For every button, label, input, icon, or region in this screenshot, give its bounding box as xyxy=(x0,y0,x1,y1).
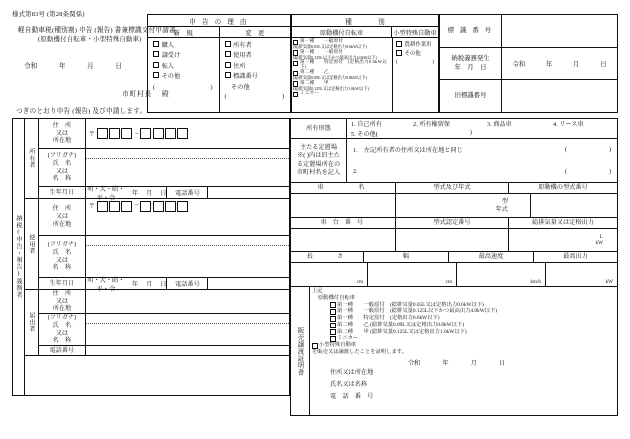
length-unit: cm xyxy=(356,279,363,285)
category-moped-item-spec: (総排気量0.125L以下かつ最高出力4.0kW以下) xyxy=(293,54,378,60)
zip-digit-box[interactable] xyxy=(97,128,108,139)
reason-new-column xyxy=(148,38,220,112)
reason-subheaders xyxy=(148,27,290,38)
owner-dob-value[interactable] xyxy=(86,185,168,202)
checkbox-icon[interactable] xyxy=(330,323,336,329)
checkbox-icon[interactable] xyxy=(330,309,336,315)
garage-label: 主たる定置場 ※( )内は旧主た る定置場所在の 市町村名を記入 xyxy=(291,139,347,182)
vehicle-block xyxy=(290,118,618,416)
length-label: 長 さ xyxy=(291,252,364,262)
paren-close: ) xyxy=(210,83,213,91)
zip-digit-box[interactable] xyxy=(165,128,176,139)
zip-digit-box[interactable] xyxy=(109,128,120,139)
certificate-small-special-label: 小型特殊自動車 xyxy=(318,342,357,349)
owner-dob-row xyxy=(39,185,289,202)
garage-row xyxy=(290,139,618,183)
user-fields xyxy=(39,199,289,293)
zip-digit-box[interactable] xyxy=(109,201,120,212)
category-moped-item-6[interactable] xyxy=(293,91,392,97)
submitter-name-input[interactable] xyxy=(86,324,289,345)
day-unit: 日 xyxy=(600,61,607,68)
category-moped-item-name: 第一種 一般原付 xyxy=(299,48,344,54)
owner-address-label: 住 所 又は 所在地 xyxy=(39,119,86,148)
reason-title: 申 告 の 理 由 xyxy=(148,15,290,27)
zip-digit-box[interactable] xyxy=(140,201,151,212)
old-plate-number-value[interactable] xyxy=(502,80,617,112)
owner-spine-label: 所有者 xyxy=(25,119,39,198)
notes-area[interactable] xyxy=(25,356,289,395)
main-table xyxy=(12,118,618,416)
power-unit: kW xyxy=(605,279,613,285)
model-year-value[interactable] xyxy=(396,194,531,217)
certificate-item-label: 第二種 乙 (総排気量0.09L又は定格出力0.8kW以下) xyxy=(336,321,464,328)
category-moped-item-spec: (総排気量0.09L又は定格出力0.8kW以下) xyxy=(293,75,367,81)
displacement-value[interactable] xyxy=(509,229,617,251)
paren-close: ) xyxy=(608,146,611,154)
reason-change-item-label: 所有者 xyxy=(233,42,252,49)
user-zip-entry[interactable] xyxy=(86,199,289,237)
checkbox-icon[interactable] xyxy=(153,51,159,57)
certificate-signature-address: 住所又は所在地 xyxy=(330,368,374,376)
checkbox-icon[interactable] xyxy=(225,51,231,57)
user-name-label: (フリガナ) 氏 名 又は 名 称 xyxy=(39,236,86,277)
owner-fields xyxy=(39,119,289,202)
garage-option-2[interactable]: 2. xyxy=(353,167,358,175)
reason-new-item-label: その他 xyxy=(161,73,181,81)
paren-open: ( xyxy=(565,146,568,154)
reason-change-item-label: 使用者 xyxy=(233,52,252,60)
certificate-above-label: 上記 xyxy=(312,288,323,294)
zip-digit-box[interactable] xyxy=(153,128,164,139)
certificate-item-label: 第二種 甲 (総排気量0.125L又は定格出力1.0kW以下) xyxy=(336,328,467,335)
garage-options[interactable] xyxy=(347,139,617,182)
category-moped-item-name: 第一種 一般原付 xyxy=(299,38,344,43)
owner-name-input[interactable] xyxy=(86,159,289,186)
submitter-phone-label: 電話番号 xyxy=(39,346,86,355)
taxpayer-block xyxy=(12,118,290,396)
max-power-value[interactable] xyxy=(546,263,617,286)
paren-close: ) xyxy=(281,92,284,100)
certificate-item-6[interactable] xyxy=(312,335,617,342)
reason-new-item-purchase[interactable] xyxy=(153,40,219,49)
submitter-section xyxy=(25,290,289,356)
owner-name-label: (フリガナ) 氏 名 又は 名 称 xyxy=(39,149,86,186)
old-plate-number-row xyxy=(440,80,617,112)
submitter-address-label: 住 所 又は 所在地 xyxy=(39,290,86,313)
speed-unit: km/h xyxy=(530,279,541,285)
year-sub-label: 年式 xyxy=(495,205,508,213)
max-speed-value[interactable] xyxy=(457,263,546,286)
certificate-item-3[interactable] xyxy=(312,315,617,322)
zip-digit-box[interactable] xyxy=(165,201,176,212)
vehicle-name-header-row xyxy=(290,183,618,194)
category-small-special-item-label: 農耕作業用 xyxy=(404,42,432,48)
paren-open: ( xyxy=(565,167,568,175)
ownership-options[interactable] xyxy=(347,119,617,138)
ownership-row xyxy=(290,118,618,139)
checkbox-icon[interactable] xyxy=(293,61,298,66)
zip-dash: − xyxy=(134,129,139,138)
tax-liability-label-line2: 年 月 日 xyxy=(454,63,487,71)
category-box xyxy=(291,14,439,113)
certificate-spine-label: 販売譲渡証明書 xyxy=(291,287,310,415)
paren-close: ) xyxy=(432,59,434,66)
vehicle-name-value[interactable] xyxy=(291,194,396,217)
owner-section xyxy=(25,119,289,202)
checkbox-icon[interactable] xyxy=(153,62,159,68)
certificate-item-label: 第一種 一般原付 (総排気量0.125L以下かつ最高出力4.0kW以下) xyxy=(336,308,498,315)
zip-dash: − xyxy=(134,201,139,209)
day-unit: 日 xyxy=(160,281,167,288)
reason-change-header: 変 更 xyxy=(245,29,265,37)
ownership-options-row1[interactable] xyxy=(347,119,617,128)
user-name-value[interactable] xyxy=(86,236,289,277)
taxpayer-sections xyxy=(25,119,289,395)
ownership-option-1[interactable]: 1. 自己所有 xyxy=(351,121,382,128)
category-moped-item-name: 第二種 乙 xyxy=(299,69,329,75)
certificate-date-row[interactable] xyxy=(312,358,617,367)
zip-digit-box[interactable] xyxy=(97,201,108,212)
owner-furigana-value[interactable] xyxy=(86,149,289,159)
chassis-value[interactable] xyxy=(291,229,396,251)
certificate-row xyxy=(290,287,618,416)
year-unit: 年 xyxy=(131,281,139,288)
width-label: 幅 xyxy=(364,252,449,262)
garage-option-1-paren[interactable] xyxy=(565,146,617,153)
category-body xyxy=(292,38,438,112)
chassis-label: 車 台 番 号 xyxy=(291,218,396,228)
reason-change-item-owner[interactable] xyxy=(225,40,291,49)
day-unit: 日 xyxy=(160,190,167,197)
zip-digit-box[interactable] xyxy=(121,201,132,212)
model-year-label: 型式及び年式 xyxy=(396,183,509,193)
user-address-row xyxy=(39,199,289,236)
user-name-input[interactable] xyxy=(86,246,289,277)
max-power-label: 最高出力 xyxy=(563,253,588,261)
engine-model-value[interactable] xyxy=(531,194,617,217)
max-speed-label: 最高速度 xyxy=(449,252,534,262)
certificate-signature-phone: 電 話 番 号 xyxy=(330,393,374,401)
checkbox-icon[interactable] xyxy=(225,72,231,78)
category-small-special-header: 小型特殊自動車 xyxy=(393,29,437,37)
checkbox-icon[interactable] xyxy=(225,62,231,68)
user-dob-row xyxy=(39,276,289,293)
category-title: 種 別 xyxy=(292,15,438,27)
owner-address-value[interactable] xyxy=(86,119,289,148)
submitter-spine-label: 届出者 xyxy=(25,290,39,355)
mayor-label: 市町村長 xyxy=(122,91,153,98)
category-moped-header: 原動機付自転車 xyxy=(292,27,392,37)
checkbox-icon[interactable] xyxy=(330,329,336,335)
garage-option-2-row[interactable] xyxy=(347,161,617,183)
reason-new-item-label: 譲受け xyxy=(161,52,181,60)
reason-new-item-label: 購入 xyxy=(161,42,174,49)
owner-name-value[interactable] xyxy=(86,149,289,186)
owner-dob-eras: 明・大・昭・平・令 xyxy=(87,185,125,202)
submission-date-line xyxy=(24,60,142,70)
checkbox-icon[interactable] xyxy=(312,343,318,349)
certificate-item-4[interactable] xyxy=(312,322,617,329)
plate-number-row xyxy=(440,15,617,48)
category-moped-item-spec: (総排気量0.05L又は定格出力0.6kW以下) xyxy=(293,43,367,49)
user-furigana-value[interactable] xyxy=(86,236,289,246)
ownership-option-3[interactable]: 3. 商品車 xyxy=(487,121,512,128)
tax-liability-date-value[interactable] xyxy=(502,48,617,80)
chassis-value-row xyxy=(290,229,618,252)
paren-open: ( xyxy=(153,83,156,91)
submitter-furigana-value[interactable] xyxy=(86,314,289,324)
year-unit: 年 xyxy=(58,63,66,70)
day-unit: 日 xyxy=(498,359,505,367)
month-unit: 月 xyxy=(573,61,580,68)
owner-name-row xyxy=(39,149,289,187)
category-moped-item-spec: (総排気量0.125L又は定格出力1.0kW以下) xyxy=(293,85,369,91)
checkbox-icon[interactable] xyxy=(330,302,336,308)
checkbox-icon[interactable] xyxy=(330,316,336,322)
submitter-phone-row xyxy=(39,346,289,355)
reason-new-item-transfer[interactable] xyxy=(153,50,219,59)
reason-change-column xyxy=(220,38,291,112)
old-plate-number-label: 旧標識番号 xyxy=(440,80,502,112)
zip-digit-box[interactable] xyxy=(121,128,132,139)
paren-close: ) xyxy=(469,129,472,136)
era-label: 令和 xyxy=(408,359,421,367)
user-phone-value[interactable] xyxy=(208,278,289,289)
model-sub-label: 型 xyxy=(501,198,508,206)
chassis-header-row xyxy=(290,218,618,229)
submitter-address-value[interactable] xyxy=(86,290,289,313)
garage-option-2-paren[interactable] xyxy=(565,168,617,175)
zip-mark-icon: 〒 xyxy=(88,204,95,210)
category-small-special-item-label: その他 xyxy=(404,51,421,58)
month-unit: 月 xyxy=(87,63,94,70)
checkbox-icon[interactable] xyxy=(330,336,336,342)
form-code: 様式第83号 (第28条関係) xyxy=(12,11,85,18)
reason-change-item-label: 住所 xyxy=(233,62,246,70)
reason-new-other-input[interactable] xyxy=(153,84,219,91)
mayor-honorific: 殿 xyxy=(162,91,169,98)
year-unit: 年 xyxy=(545,61,553,68)
submitter-name-value[interactable] xyxy=(86,314,289,345)
garage-option-1-row[interactable] xyxy=(347,139,617,161)
dimensions-value-row xyxy=(290,263,618,287)
length-value[interactable] xyxy=(291,263,368,286)
ownership-options-row2[interactable] xyxy=(347,129,617,138)
category-subheaders xyxy=(292,27,438,38)
era-label: 令和 xyxy=(512,61,526,68)
checkbox-icon[interactable] xyxy=(153,41,159,47)
month-unit: 月 xyxy=(146,190,153,197)
certificate-small-special[interactable] xyxy=(312,342,617,349)
paren-close: ) xyxy=(608,167,611,175)
user-address-label: 住 所 又は 所在地 xyxy=(39,199,86,235)
displacement-unit-kw: kW xyxy=(595,240,603,246)
category-moped-list xyxy=(292,38,393,112)
checkbox-icon[interactable] xyxy=(225,41,231,47)
tax-liability-label-line1: 納税義務発生 xyxy=(451,54,490,62)
form-title: 軽自動車税(種別割) 申告 (報告) 書兼標識交付申請書 xyxy=(18,27,176,34)
submitter-address-row xyxy=(39,290,289,314)
certificate-moped-label: 原動機付自転車 xyxy=(318,294,356,301)
plate-number-label: 標 識 番 号 xyxy=(440,15,502,47)
reason-change-item-plate[interactable] xyxy=(225,71,291,80)
user-name-row xyxy=(39,236,289,278)
owner-dob-label: 生年月日 xyxy=(39,187,86,198)
zip-mark-icon: 〒 xyxy=(88,132,95,138)
submitter-fields xyxy=(39,290,289,355)
owner-zip-entry[interactable] xyxy=(86,119,289,148)
taxpayer-spine-label: 納税(申告・報告)義務者 xyxy=(13,119,25,395)
certificate-item-label: 第一種 一般原付 (総排気量0.05L又は定格出力0.6kW以下) xyxy=(336,301,484,308)
category-small-special-item-farm[interactable] xyxy=(396,40,438,48)
ownership-option-4[interactable]: 4. リース車 xyxy=(553,121,584,128)
certificate-closing: を販売又は譲渡したことを証明します。 xyxy=(312,348,407,355)
certificate-body xyxy=(310,287,617,415)
category-small-special-list xyxy=(393,38,438,112)
zip-digit-box[interactable] xyxy=(153,201,164,212)
owner-phone-label: 電話番号 xyxy=(167,187,208,198)
vehicle-name-label: 車 名 xyxy=(291,183,396,193)
submitter-name-label: (フリガナ) 氏 名 又は 名 称 xyxy=(39,314,86,345)
category-moped-item-name: 第二種 甲 xyxy=(299,79,329,85)
reason-change-item-user[interactable] xyxy=(225,50,291,59)
user-dob-value[interactable] xyxy=(86,276,168,293)
tax-liability-label xyxy=(440,48,502,80)
submitter-name-row xyxy=(39,314,289,346)
type-approval-label: 型式認定番号 xyxy=(396,218,509,228)
tax-liability-date-row xyxy=(440,48,617,81)
checkbox-icon[interactable] xyxy=(396,50,402,56)
reason-box xyxy=(147,14,291,113)
zip-digit-box[interactable] xyxy=(140,128,151,139)
reason-new-header: 新 規 xyxy=(148,27,220,37)
era-label: 令和 xyxy=(24,63,38,70)
reason-new-item-movein[interactable] xyxy=(153,61,219,70)
checkbox-icon[interactable] xyxy=(293,92,298,97)
reason-new-item-other[interactable] xyxy=(153,71,219,80)
vehicle-name-value-row xyxy=(290,194,618,218)
ownership-option-2[interactable]: 2. 所有権留保 xyxy=(413,121,451,128)
zip-digit-box[interactable] xyxy=(177,201,188,212)
reason-change-other-input[interactable] xyxy=(225,93,291,100)
category-moped-item-name: ミニカー xyxy=(299,90,320,96)
category-small-special-item-other[interactable] xyxy=(396,49,438,57)
ownership-option-5[interactable]: 5. その他( xyxy=(351,131,378,138)
width-unit: cm xyxy=(445,279,452,285)
reason-new-item-label: 転入 xyxy=(161,62,174,70)
user-dob-label: 生年月日 xyxy=(39,278,86,289)
paren-open: ( xyxy=(396,59,398,66)
width-value[interactable] xyxy=(368,263,457,286)
displacement-label: 総排気量又は定格出力 xyxy=(532,219,594,227)
reason-change-item-other: その他 xyxy=(231,83,250,91)
plate-box xyxy=(439,14,618,113)
year-unit: 年 xyxy=(131,190,139,197)
garage-option-1[interactable]: 1. 左記所有者の住所又は所在地と同じ xyxy=(353,147,463,155)
displacement-unit-l: L xyxy=(599,234,603,240)
year-unit: 年 xyxy=(442,359,449,367)
ownership-label: 所有形態 xyxy=(291,119,347,138)
owner-phone-value[interactable] xyxy=(208,187,289,198)
checkbox-icon[interactable] xyxy=(153,72,159,78)
user-address-value[interactable] xyxy=(86,199,289,235)
reason-change-item-label: 標識番号 xyxy=(233,73,258,81)
user-spine-label: 使用者 xyxy=(25,199,39,289)
dimensions-header-row xyxy=(290,252,618,263)
reason-change-item-address[interactable] xyxy=(225,61,291,70)
plate-number-value[interactable] xyxy=(502,15,617,47)
day-unit: 日 xyxy=(115,63,122,70)
certificate-item-label: 第一種 特定原付 (定格出力0.6kW以下) xyxy=(336,315,440,322)
zip-digit-box[interactable] xyxy=(177,128,188,139)
paren-open: ( xyxy=(224,92,227,100)
category-small-special-other-input[interactable] xyxy=(396,59,438,65)
owner-address-row xyxy=(39,119,289,149)
form-subtitle: (原動機付自転車・小型特殊自動車) xyxy=(38,36,142,43)
certificate-item-label: ミニカー xyxy=(336,335,359,342)
declaration-line: つぎのとおり申告 (報告) 及び申請します。 xyxy=(16,108,147,115)
checkbox-icon[interactable] xyxy=(396,41,402,47)
month-unit: 月 xyxy=(470,359,477,367)
type-approval-value[interactable] xyxy=(396,229,509,251)
engine-model-label: 原動機の型式番号 xyxy=(538,184,588,192)
user-dob-eras: 明・大・昭・平・令 xyxy=(87,276,125,293)
submitter-phone-value[interactable] xyxy=(86,346,289,355)
user-phone-label: 電話番号 xyxy=(167,278,208,289)
category-moped-item-name: 第一種 特定原付 (定格出力0.6kW以下) xyxy=(299,59,387,70)
user-section xyxy=(25,199,289,293)
reason-columns xyxy=(148,38,290,112)
month-unit: 月 xyxy=(146,281,153,288)
certificate-signature-name: 氏名又は名称 xyxy=(330,381,368,389)
